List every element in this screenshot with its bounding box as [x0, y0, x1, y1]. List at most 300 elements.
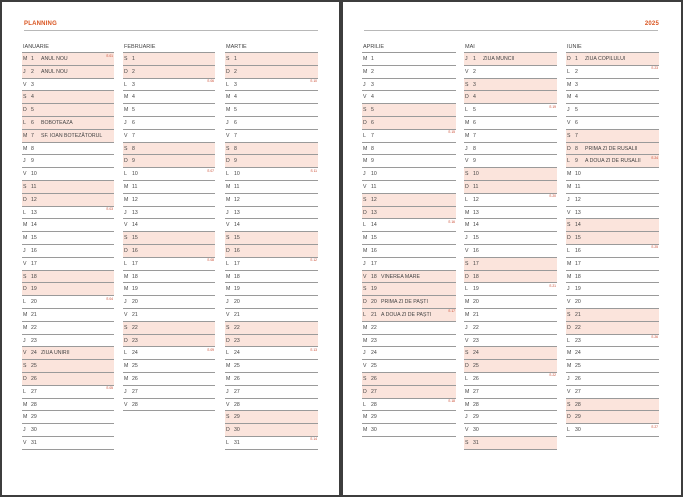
day-number: 31	[31, 439, 37, 446]
day-row[interactable]	[566, 130, 659, 143]
day-row[interactable]	[464, 296, 557, 309]
day-letter: V	[363, 273, 367, 280]
day-row[interactable]	[464, 66, 557, 79]
day-row[interactable]	[362, 283, 456, 296]
day-row[interactable]	[566, 283, 659, 296]
day-number: 22	[132, 324, 138, 331]
day-letter: M	[124, 107, 129, 114]
day-row[interactable]	[123, 181, 215, 194]
day-row[interactable]	[362, 386, 456, 399]
day-number: 9	[31, 158, 34, 165]
day-number: 25	[371, 363, 377, 370]
day-row[interactable]	[225, 373, 318, 386]
day-row[interactable]	[22, 207, 114, 220]
day-number: 7	[473, 132, 476, 139]
day-letter: D	[363, 299, 367, 306]
day-letter: S	[465, 81, 469, 88]
day-number: 31	[473, 439, 479, 446]
day-row[interactable]	[123, 283, 215, 296]
day-row[interactable]	[566, 207, 659, 220]
day-number: 30	[31, 427, 37, 434]
day-row[interactable]	[464, 437, 557, 450]
day-row[interactable]	[566, 219, 659, 232]
day-row[interactable]	[464, 207, 557, 220]
day-row[interactable]	[22, 271, 114, 284]
day-row[interactable]	[22, 258, 114, 271]
day-number: 7	[575, 132, 578, 139]
day-number: 11	[234, 183, 240, 190]
day-letter: D	[567, 56, 571, 62]
day-number: 15	[371, 235, 377, 242]
day-row[interactable]	[22, 181, 114, 194]
day-row[interactable]	[123, 373, 215, 386]
day-row[interactable]	[566, 117, 659, 130]
day-row[interactable]	[464, 143, 557, 156]
day-number: 4	[132, 94, 135, 101]
day-row[interactable]	[123, 130, 215, 143]
day-letter: J	[363, 171, 366, 178]
day-row[interactable]	[22, 91, 114, 104]
day-row[interactable]	[225, 155, 318, 168]
day-row[interactable]	[362, 181, 456, 194]
day-row[interactable]	[566, 53, 659, 66]
day-row[interactable]	[22, 283, 114, 296]
day-number: 15	[31, 235, 37, 242]
day-row[interactable]	[22, 399, 114, 412]
day-number: 21	[371, 311, 377, 318]
day-row[interactable]	[464, 219, 557, 232]
day-row[interactable]	[22, 335, 114, 348]
day-letter: J	[23, 68, 26, 75]
day-number: 16	[371, 247, 377, 254]
day-row[interactable]	[22, 437, 114, 450]
day-letter: J	[124, 209, 127, 216]
day-row[interactable]	[22, 219, 114, 232]
day-row[interactable]	[464, 155, 557, 168]
day-row[interactable]	[123, 386, 215, 399]
day-number: 13	[132, 209, 138, 216]
day-row[interactable]	[362, 347, 456, 360]
day-number: 19	[473, 286, 479, 293]
day-letter: D	[567, 145, 571, 152]
day-letter: L	[124, 350, 127, 357]
day-row[interactable]	[464, 79, 557, 92]
day-row[interactable]	[362, 143, 456, 156]
day-row[interactable]	[362, 258, 456, 271]
day-number: 16	[473, 247, 479, 254]
week-number: S 03	[106, 207, 113, 212]
day-row[interactable]	[225, 143, 318, 156]
day-row[interactable]	[464, 373, 557, 386]
day-row[interactable]	[464, 424, 557, 437]
week-number: S 23	[651, 66, 658, 71]
day-letter: V	[363, 94, 367, 101]
day-letter: L	[226, 350, 229, 357]
day-row[interactable]	[225, 335, 318, 348]
day-letter: M	[124, 183, 129, 190]
day-row[interactable]	[464, 283, 557, 296]
day-letter: L	[363, 311, 366, 318]
day-letter: D	[226, 337, 230, 344]
day-letter: L	[567, 68, 570, 75]
day-row[interactable]	[225, 347, 318, 360]
day-letter: V	[363, 363, 367, 370]
day-row[interactable]	[22, 79, 114, 92]
day-row[interactable]	[464, 130, 557, 143]
day-letter: S	[363, 286, 367, 293]
day-row[interactable]	[123, 66, 215, 79]
day-row[interactable]	[566, 91, 659, 104]
day-row[interactable]	[22, 155, 114, 168]
day-row[interactable]	[123, 79, 215, 92]
day-row[interactable]	[566, 245, 659, 258]
day-row[interactable]	[464, 322, 557, 335]
day-row[interactable]	[123, 194, 215, 207]
day-row[interactable]	[362, 207, 456, 220]
day-row[interactable]	[464, 194, 557, 207]
day-row[interactable]	[225, 437, 318, 450]
month-name: FEBRUARIE	[123, 42, 215, 53]
day-row[interactable]	[225, 117, 318, 130]
day-row[interactable]	[225, 130, 318, 143]
day-number: 5	[31, 107, 34, 114]
day-row[interactable]	[362, 155, 456, 168]
day-row[interactable]	[22, 66, 114, 79]
day-row[interactable]	[566, 143, 659, 156]
day-number: 6	[234, 119, 237, 126]
day-row[interactable]	[464, 360, 557, 373]
day-number: 1	[132, 56, 135, 62]
day-row[interactable]	[464, 399, 557, 412]
holiday-label: ANUL NOU	[41, 56, 68, 62]
day-row[interactable]	[566, 232, 659, 245]
day-row[interactable]	[566, 424, 659, 437]
day-number: 7	[234, 132, 237, 139]
day-row[interactable]	[362, 104, 456, 117]
day-row[interactable]	[362, 424, 456, 437]
day-number: 1	[371, 56, 374, 62]
day-letter: L	[23, 299, 26, 306]
day-row[interactable]	[566, 66, 659, 79]
week-number: S 26	[651, 335, 658, 340]
day-number: 12	[473, 196, 479, 203]
day-row[interactable]	[225, 219, 318, 232]
day-number: 18	[575, 273, 581, 280]
day-row[interactable]	[123, 399, 215, 412]
day-letter: L	[226, 439, 229, 446]
day-letter: M	[226, 94, 231, 101]
day-row[interactable]	[225, 309, 318, 322]
header-rule	[24, 30, 318, 31]
holiday-label: BOBOTEAZA	[41, 119, 73, 126]
day-row[interactable]	[362, 296, 456, 309]
day-row[interactable]	[225, 207, 318, 220]
day-row[interactable]	[362, 130, 456, 143]
day-number: 29	[31, 414, 37, 421]
day-row[interactable]	[464, 91, 557, 104]
day-row[interactable]	[22, 104, 114, 117]
day-row[interactable]	[464, 347, 557, 360]
day-row[interactable]	[464, 53, 557, 66]
day-row[interactable]	[464, 309, 557, 322]
day-number: 3	[31, 81, 34, 88]
day-letter: M	[567, 94, 572, 101]
holiday-label: A DOUA ZI DE PAȘTI	[381, 311, 432, 318]
day-number: 18	[234, 273, 240, 280]
week-number: S 25	[651, 245, 658, 250]
day-number: 16	[575, 247, 581, 254]
day-row[interactable]	[22, 424, 114, 437]
day-row[interactable]	[22, 296, 114, 309]
day-letter: J	[124, 388, 127, 395]
day-row[interactable]	[464, 258, 557, 271]
day-number: 2	[371, 68, 374, 75]
day-row[interactable]	[464, 411, 557, 424]
day-row[interactable]	[123, 258, 215, 271]
day-row[interactable]	[566, 168, 659, 181]
day-row[interactable]	[225, 386, 318, 399]
day-row[interactable]	[225, 194, 318, 207]
month-column	[566, 42, 659, 437]
day-number: 24	[234, 350, 240, 357]
day-number: 8	[371, 145, 374, 152]
day-row[interactable]	[464, 168, 557, 181]
day-letter: J	[567, 196, 570, 203]
day-row[interactable]	[362, 79, 456, 92]
day-row[interactable]	[123, 232, 215, 245]
day-row[interactable]	[362, 373, 456, 386]
day-row[interactable]	[464, 232, 557, 245]
day-row[interactable]	[225, 399, 318, 412]
day-row[interactable]	[22, 386, 114, 399]
day-number: 3	[473, 81, 476, 88]
day-row[interactable]	[566, 399, 659, 412]
day-row[interactable]	[362, 360, 456, 373]
day-row[interactable]	[566, 386, 659, 399]
day-letter: M	[465, 119, 470, 126]
day-number: 20	[473, 299, 479, 306]
week-number: S 22	[549, 373, 556, 378]
day-number: 11	[575, 183, 581, 190]
day-row[interactable]	[464, 386, 557, 399]
day-number: 28	[31, 401, 37, 408]
day-row[interactable]	[123, 219, 215, 232]
day-row[interactable]	[362, 66, 456, 79]
day-row[interactable]	[566, 271, 659, 284]
day-row[interactable]	[225, 104, 318, 117]
day-number: 9	[575, 158, 578, 165]
day-row[interactable]	[362, 245, 456, 258]
day-row[interactable]	[123, 296, 215, 309]
day-row[interactable]	[362, 219, 456, 232]
day-row[interactable]	[362, 271, 456, 284]
day-number: 19	[234, 286, 240, 293]
day-row[interactable]	[123, 104, 215, 117]
day-letter: J	[465, 145, 468, 152]
day-row[interactable]	[566, 104, 659, 117]
day-letter: D	[23, 196, 27, 203]
day-row[interactable]	[123, 335, 215, 348]
day-row[interactable]	[123, 143, 215, 156]
day-row[interactable]	[362, 194, 456, 207]
day-row[interactable]	[22, 309, 114, 322]
day-row[interactable]	[123, 322, 215, 335]
day-letter: L	[465, 375, 468, 382]
day-row[interactable]	[464, 104, 557, 117]
day-row[interactable]	[464, 335, 557, 348]
day-row[interactable]	[123, 207, 215, 220]
day-row[interactable]	[225, 91, 318, 104]
day-row[interactable]	[123, 155, 215, 168]
day-letter: D	[124, 247, 128, 254]
day-row[interactable]	[362, 322, 456, 335]
day-row[interactable]	[123, 245, 215, 258]
day-row[interactable]	[22, 117, 114, 130]
day-number: 25	[575, 363, 581, 370]
day-row[interactable]	[362, 399, 456, 412]
day-row[interactable]	[225, 283, 318, 296]
day-row[interactable]	[566, 258, 659, 271]
day-number: 14	[473, 222, 479, 229]
day-number: 16	[31, 247, 37, 254]
day-row[interactable]	[225, 296, 318, 309]
day-number: 28	[473, 401, 479, 408]
day-row[interactable]	[225, 232, 318, 245]
day-row[interactable]	[22, 130, 114, 143]
day-row[interactable]	[566, 194, 659, 207]
day-letter: S	[23, 94, 27, 101]
day-row[interactable]	[225, 360, 318, 373]
day-row[interactable]	[123, 360, 215, 373]
day-row[interactable]	[362, 335, 456, 348]
day-letter: L	[226, 81, 229, 88]
day-row[interactable]	[123, 117, 215, 130]
day-letter: D	[124, 158, 128, 165]
day-row[interactable]	[566, 309, 659, 322]
day-row[interactable]	[566, 181, 659, 194]
day-row[interactable]	[464, 245, 557, 258]
day-row[interactable]	[22, 168, 114, 181]
month-column	[362, 42, 456, 437]
day-row[interactable]	[225, 245, 318, 258]
day-row[interactable]	[123, 168, 215, 181]
day-number: 16	[132, 247, 138, 254]
day-letter: M	[23, 56, 28, 62]
day-row[interactable]	[225, 168, 318, 181]
day-row[interactable]	[225, 411, 318, 424]
day-row[interactable]	[566, 360, 659, 373]
week-number: S 21	[549, 283, 556, 288]
day-letter: V	[23, 81, 27, 88]
day-row[interactable]	[566, 347, 659, 360]
day-letter: S	[465, 171, 469, 178]
day-letter: M	[226, 183, 231, 190]
day-row[interactable]	[362, 411, 456, 424]
day-letter: D	[363, 119, 367, 126]
day-row[interactable]	[123, 53, 215, 66]
day-letter: M	[567, 260, 572, 267]
day-row[interactable]	[123, 347, 215, 360]
day-row[interactable]	[566, 79, 659, 92]
day-row[interactable]	[225, 322, 318, 335]
day-letter: M	[226, 286, 231, 293]
day-row[interactable]	[123, 271, 215, 284]
day-row[interactable]	[123, 91, 215, 104]
day-row[interactable]	[464, 181, 557, 194]
day-row[interactable]	[225, 79, 318, 92]
day-number: 12	[371, 196, 377, 203]
day-row[interactable]	[225, 181, 318, 194]
day-number: 25	[473, 363, 479, 370]
day-row[interactable]	[22, 373, 114, 386]
day-row[interactable]	[566, 296, 659, 309]
day-row[interactable]	[362, 53, 456, 66]
month-column	[464, 42, 557, 450]
day-letter: J	[23, 247, 26, 254]
day-row[interactable]	[464, 117, 557, 130]
day-row[interactable]	[362, 232, 456, 245]
day-row[interactable]	[566, 411, 659, 424]
day-row[interactable]	[22, 232, 114, 245]
day-row[interactable]	[225, 271, 318, 284]
day-row[interactable]	[225, 424, 318, 437]
day-row[interactable]	[123, 309, 215, 322]
day-row[interactable]	[22, 322, 114, 335]
day-row[interactable]	[22, 194, 114, 207]
day-letter: S	[465, 439, 469, 446]
day-number: 22	[234, 324, 240, 331]
day-row[interactable]	[362, 91, 456, 104]
day-letter: L	[567, 337, 570, 344]
day-row[interactable]	[566, 373, 659, 386]
day-row[interactable]	[362, 117, 456, 130]
day-number: 12	[132, 196, 138, 203]
day-row[interactable]	[362, 168, 456, 181]
day-number: 23	[132, 337, 138, 344]
day-row[interactable]	[464, 271, 557, 284]
day-row[interactable]	[22, 53, 114, 66]
day-letter: J	[465, 324, 468, 331]
day-letter: D	[567, 414, 571, 421]
day-letter: D	[23, 286, 27, 293]
day-number: 26	[31, 375, 37, 382]
day-row[interactable]	[225, 53, 318, 66]
day-letter: D	[363, 209, 367, 216]
day-number: 16	[234, 247, 240, 254]
day-row[interactable]	[225, 66, 318, 79]
day-number: 7	[132, 132, 135, 139]
day-row[interactable]	[22, 245, 114, 258]
day-number: 18	[473, 273, 479, 280]
day-number: 5	[575, 107, 578, 114]
day-row[interactable]	[566, 155, 659, 168]
day-letter: M	[363, 324, 368, 331]
left-page	[2, 2, 339, 495]
day-letter: V	[124, 401, 128, 408]
day-number: 24	[132, 350, 138, 357]
day-number: 17	[31, 260, 37, 267]
day-letter: V	[226, 132, 230, 139]
day-row[interactable]	[22, 347, 114, 360]
day-row[interactable]	[22, 411, 114, 424]
day-letter: L	[363, 132, 366, 139]
day-row[interactable]	[22, 360, 114, 373]
day-row[interactable]	[22, 143, 114, 156]
day-row[interactable]	[362, 309, 456, 322]
day-row[interactable]	[566, 335, 659, 348]
day-row[interactable]	[566, 322, 659, 335]
day-row[interactable]	[225, 258, 318, 271]
